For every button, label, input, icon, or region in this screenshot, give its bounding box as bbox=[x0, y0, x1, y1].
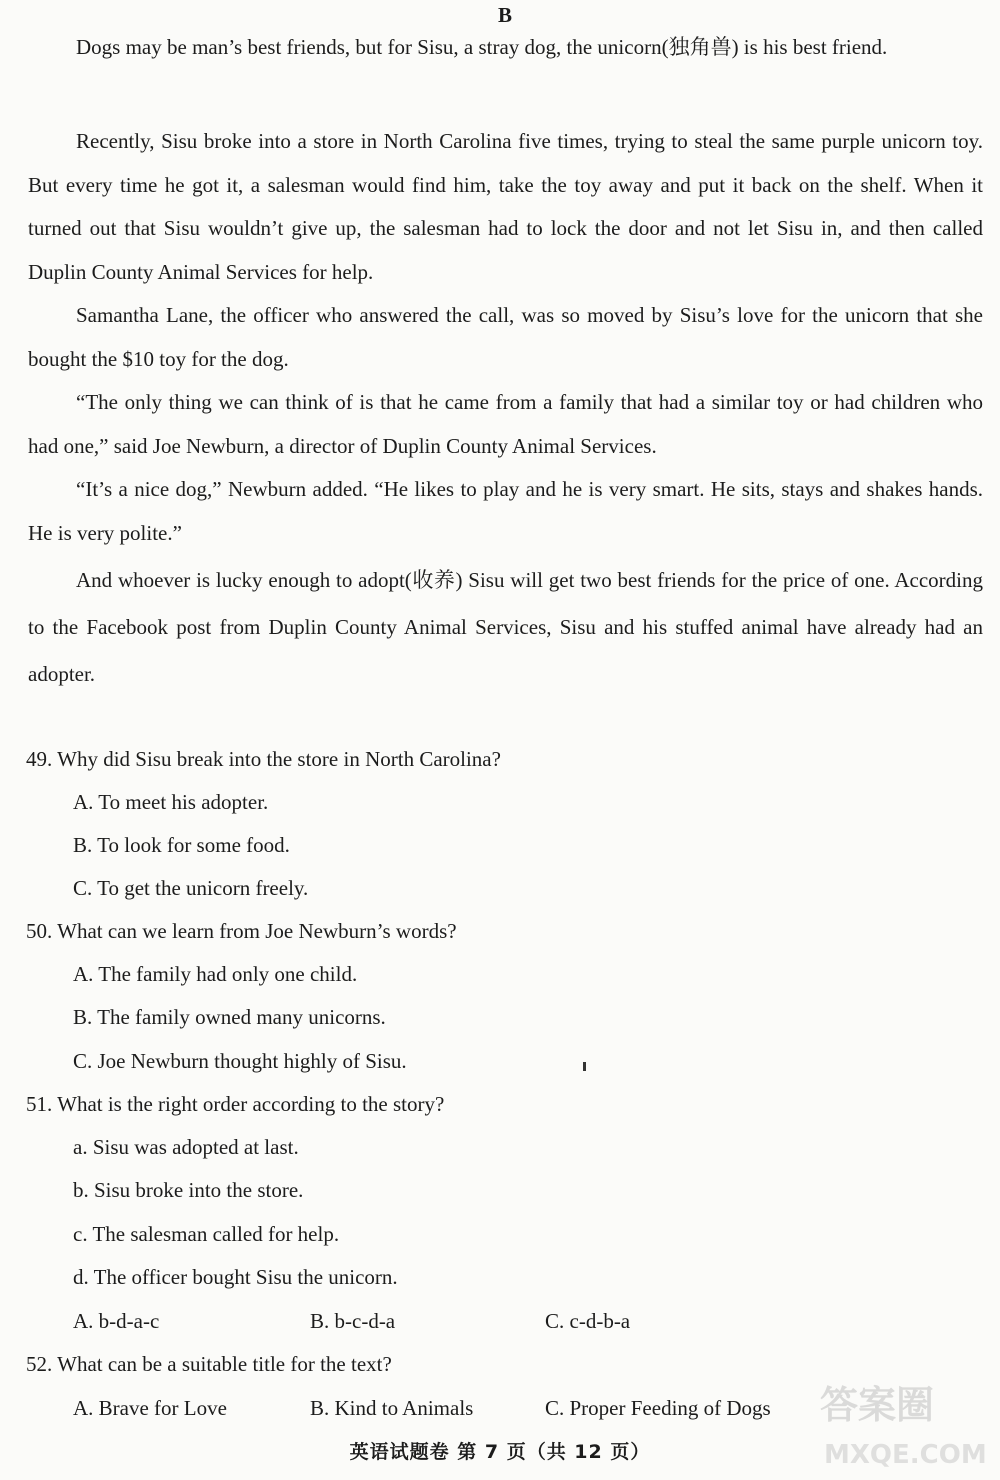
question-52-option-b: B. Kind to Animals bbox=[310, 1396, 474, 1420]
watermark-top-text: 答案圈 bbox=[820, 1383, 935, 1427]
question-52-option-a: A. Brave for Love bbox=[73, 1396, 227, 1420]
question-49-option-a: A. To meet his adopter. bbox=[73, 790, 269, 814]
question-51-stem: 51. What is the right order according to the story? bbox=[26, 1092, 445, 1116]
question-50-option-b: B. The family owned many unicorns. bbox=[73, 1005, 386, 1029]
question-49-option-c: C. To get the unicorn freely. bbox=[73, 876, 309, 900]
question-52-stem: 52. What can be a suitable title for the text? bbox=[26, 1352, 392, 1376]
question-51-option-b: B. b-c-d-a bbox=[310, 1309, 396, 1333]
question-49-stem: 49. Why did Sisu break into the store in North Carolina? bbox=[26, 747, 501, 771]
question-49-option-b: B. To look for some food. bbox=[73, 833, 290, 857]
question-51-option-a: A. b-d-a-c bbox=[73, 1309, 160, 1333]
passage-paragraph-2: Recently, Sisu broke into a store in North Carolina five times, trying to steal the same purple unicorn toy. But every time he got it, a salesman would find him, take the toy away and put it back on the shelf. When it turned out that Sisu wouldn’t give up, the salesman had to lock the door and not let Sisu in, and then called Duplin County Animal Services for help. bbox=[28, 129, 983, 284]
question-51-option-c: C. c-d-b-a bbox=[545, 1309, 631, 1333]
page-footer: 英语试题卷 第 7 页（共 12 页） bbox=[349, 1441, 651, 1463]
question-51-event-a: a. Sisu was adopted at last. bbox=[73, 1135, 299, 1159]
question-52-option-c: C. Proper Feeding of Dogs bbox=[545, 1396, 771, 1420]
section-label: B bbox=[497, 3, 512, 27]
scan-speck bbox=[583, 1062, 586, 1071]
passage-paragraph-3: Samantha Lane, the officer who answered the call, was so moved by Sisu’s love for the unicorn that she bought the $10 toy for the dog. bbox=[28, 303, 983, 371]
question-51-event-b: b. Sisu broke into the store. bbox=[73, 1178, 304, 1202]
passage-paragraph-6: And whoever is lucky enough to adopt(收养) Sisu will get two best friends for the price of one. According to the Facebook post from Duplin County Animal Services, Sisu and his stuffed animal have already had an adopter. bbox=[28, 568, 983, 686]
watermark-domain-text: MXQE.COM bbox=[824, 1440, 987, 1470]
watermark-logo bbox=[812, 1372, 997, 1477]
question-51-event-d: d. The officer bought Sisu the unicorn. bbox=[73, 1265, 398, 1289]
question-51-event-c: c. The salesman called for help. bbox=[73, 1222, 340, 1246]
question-50-option-a: A. The family had only one child. bbox=[73, 962, 358, 986]
question-50-option-c: C. Joe Newburn thought highly of Sisu. bbox=[73, 1049, 407, 1073]
passage-paragraph-5: “It’s a nice dog,” Newburn added. “He likes to play and he is very smart. He sits, stays and shakes hands. He is very polite.” bbox=[28, 477, 983, 545]
passage-paragraph-1: Dogs may be man’s best friends, but for Sisu, a stray dog, the unicorn(独角兽) is his best friend. bbox=[76, 35, 888, 59]
passage-paragraph-4: “The only thing we can think of is that he came from a family that had a similar toy or had children who had one,” said Joe Newburn, a director of Duplin County Animal Services. bbox=[28, 390, 983, 458]
question-50-stem: 50. What can we learn from Joe Newburn’s words? bbox=[26, 919, 457, 943]
